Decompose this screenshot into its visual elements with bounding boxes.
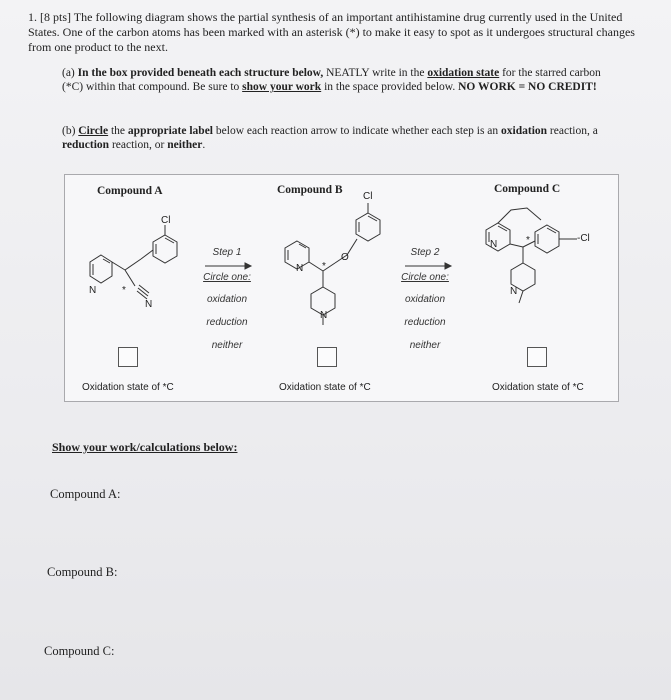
work-compound-b-label: Compound B: [47, 565, 118, 579]
ox-state-label-c: Oxidation state of *C [492, 382, 584, 393]
step2-option-reduction[interactable]: reduction [404, 317, 446, 328]
step2-label: Step 2 [410, 247, 440, 258]
step2-option-neither[interactable]: neither [409, 340, 441, 351]
part-a-bold1: In the box provided beneath each structure below, [77, 67, 324, 79]
ox-state-label-b: Oxidation state of *C [279, 382, 371, 393]
atom-n-a1: N [89, 285, 97, 296]
atom-n-b2: N [320, 310, 328, 321]
work-section-title: Show your work/calculations below: [52, 440, 238, 454]
atom-o-b: O [341, 252, 349, 263]
part-b-text1: the [108, 125, 128, 137]
synthesis-structures [65, 175, 618, 401]
compound-b-label: Compound B [277, 184, 343, 196]
atom-n-b1: N [296, 263, 304, 274]
part-b-bold4: reduction [62, 139, 110, 151]
question-points: [8 pts] [40, 10, 71, 24]
star-c: * [526, 235, 530, 246]
compound-a-structure [90, 225, 177, 299]
answer-box-compound-a[interactable] [118, 347, 138, 367]
work-compound-a-label: Compound A: [50, 487, 121, 501]
step1-label: Step 1 [212, 247, 242, 258]
atom-n-c1: N [490, 239, 498, 250]
step2-option-oxidation[interactable]: oxidation [404, 294, 446, 305]
synthesis-diagram-box [64, 174, 619, 402]
question-text: The following diagram shows the partial synthesis of an important antihistamine drug currently used in the United States. One of the carbon atoms has been marked with an asterisk (*) to make it easy to spot as it undergoes structural changes from one product to the next. [28, 10, 635, 54]
part-a-text2: for the starred carbon (*C) within that compound. Be sure to [62, 67, 601, 93]
step1-circle-one: Circle one: [203, 272, 251, 283]
part-b-prefix: (b) [62, 125, 76, 137]
part-b-text2: below each reaction arrow to indicate whether each step is an [213, 125, 502, 137]
atom-n-c2: N [510, 286, 518, 297]
work-compound-c-label: Compound C: [44, 644, 115, 658]
part-a-bold2: oxidation state [427, 67, 500, 79]
compound-c-label: Compound C [494, 183, 561, 195]
step1-option-reduction[interactable]: reduction [206, 317, 248, 328]
part-b-text5: . [202, 139, 206, 151]
compound-c-structure [486, 208, 577, 303]
question-number: 1. [28, 10, 37, 24]
part-a-bold3: show your work [242, 81, 322, 93]
step1-option-oxidation[interactable]: oxidation [206, 294, 248, 305]
atom-n-a2: N [145, 299, 153, 310]
part-a-text1: NEATLY write in the [323, 67, 428, 79]
part-a-text3: in the space provided below. [321, 81, 459, 93]
part-b-bold3: oxidation [501, 125, 548, 137]
star-a: * [122, 285, 126, 296]
part-b-bold5: neither [167, 139, 203, 151]
answer-box-compound-c[interactable] [527, 347, 547, 367]
part-b-text3: reaction, a [547, 125, 598, 137]
compound-a-label: Compound A [97, 185, 163, 197]
part-a-bold4: NO WORK = NO CREDIT! [458, 81, 597, 93]
step2-circle-one: Circle one: [401, 272, 449, 283]
question-intro [28, 10, 640, 55]
part-a [62, 66, 622, 94]
star-b: * [322, 261, 326, 272]
atom-cl-a: Cl [161, 215, 171, 226]
ox-state-label-a: Oxidation state of *C [82, 382, 174, 393]
part-b-bold1: Circle [78, 125, 109, 137]
part-b [62, 124, 602, 152]
part-a-prefix: (a) [62, 67, 75, 79]
step1-option-neither[interactable]: neither [211, 340, 243, 351]
part-b-bold2: appropriate label [127, 125, 214, 137]
part-b-text4: reaction, or [109, 139, 168, 151]
atom-cl-b: Cl [363, 191, 373, 202]
answer-box-compound-b[interactable] [317, 347, 337, 367]
atom-cl-c: -Cl [577, 233, 590, 244]
